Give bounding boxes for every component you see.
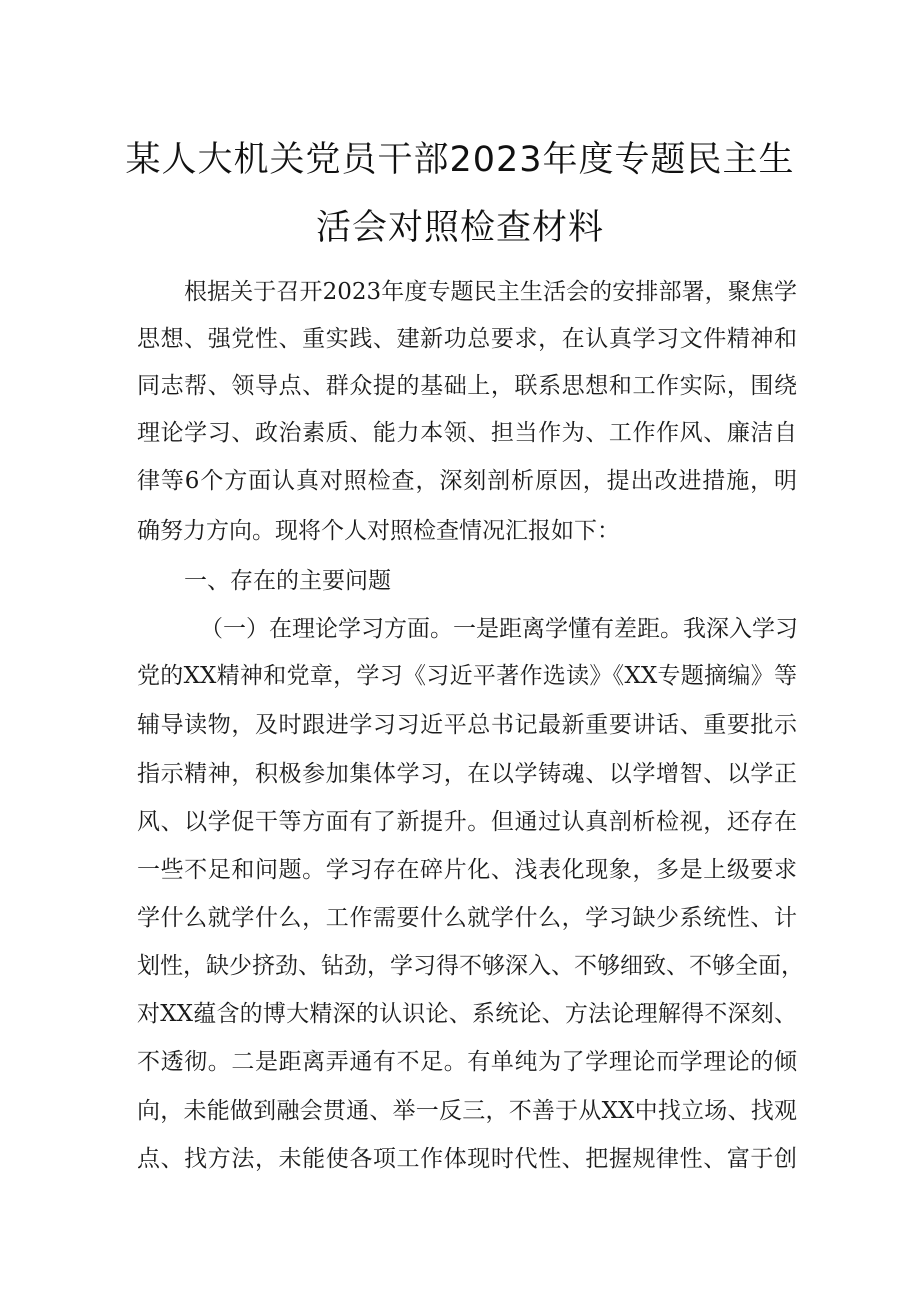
section-paragraph-line: 一些不足和问题。学习存在碎片化、浅表化现象，多是上级要求 [137, 857, 797, 883]
section-paragraph-line: 风、以学促干等方面有了新提升。但通过认真剖析检视，还存在 [137, 809, 797, 835]
intro-paragraph-line: 思想、强党性、重实践、建新功总要求，在认真学习文件精神和 [137, 326, 797, 352]
document-title-line-2: 活会对照检查材料 [315, 208, 604, 248]
section-paragraph-line: 不透彻。二是距离弄通有不足。有单纯为了学理论而学理论的倾 [137, 1049, 797, 1075]
section-paragraph-line: 党的XX精神和党章，学习《习近平著作选读》《XX专题摘编》等 [137, 663, 797, 689]
section-paragraph-line: 点、找方法，未能使各项工作体现时代性、把握规律性、富于创 [137, 1146, 797, 1172]
intro-paragraph-line: 理论学习、政治素质、能力本领、担当作为、工作作风、廉洁自 [137, 420, 797, 446]
section-heading: 一、存在的主要问题 [184, 568, 391, 594]
section-paragraph-line: 划性，缺少挤劲、钻劲，学习得不够深入、不够细致、不够全面， [137, 953, 804, 979]
document-title-line-1: 某人大机关党员干部2023年度专题民主生 [125, 140, 795, 180]
section-paragraph-line: 指示精神，积极参加集体学习，在以学铸魂、以学增智、以学正 [137, 761, 797, 787]
intro-paragraph-line: 同志帮、领导点、群众提的基础上，联系思想和工作实际，围绕 [137, 373, 797, 399]
intro-paragraph-line: 根据关于召开2023年度专题民主生活会的安排部署，聚焦学 [184, 279, 797, 305]
section-paragraph-line: （一）在理论学习方面。一是距离学懂有差距。我深入学习 [200, 616, 798, 642]
intro-paragraph-line: 确努力方向。现将个人对照检查情况汇报如下： [137, 518, 620, 544]
section-paragraph-line: 对XX蕴含的博大精深的认识论、系统论、方法论理解得不深刻、 [137, 1001, 797, 1027]
section-paragraph-line: 辅导读物，及时跟进学习习近平总书记最新重要讲话、重要批示 [137, 712, 797, 738]
intro-paragraph-line: 律等6个方面认真对照检查，深刻剖析原因，提出改进措施，明 [137, 468, 797, 494]
section-paragraph-line: 学什么就学什么，工作需要什么就学什么，学习缺少系统性、计 [137, 905, 797, 931]
section-paragraph-line: 向，未能做到融会贯通、举一反三，不善于从XX中找立场、找观 [137, 1098, 797, 1124]
